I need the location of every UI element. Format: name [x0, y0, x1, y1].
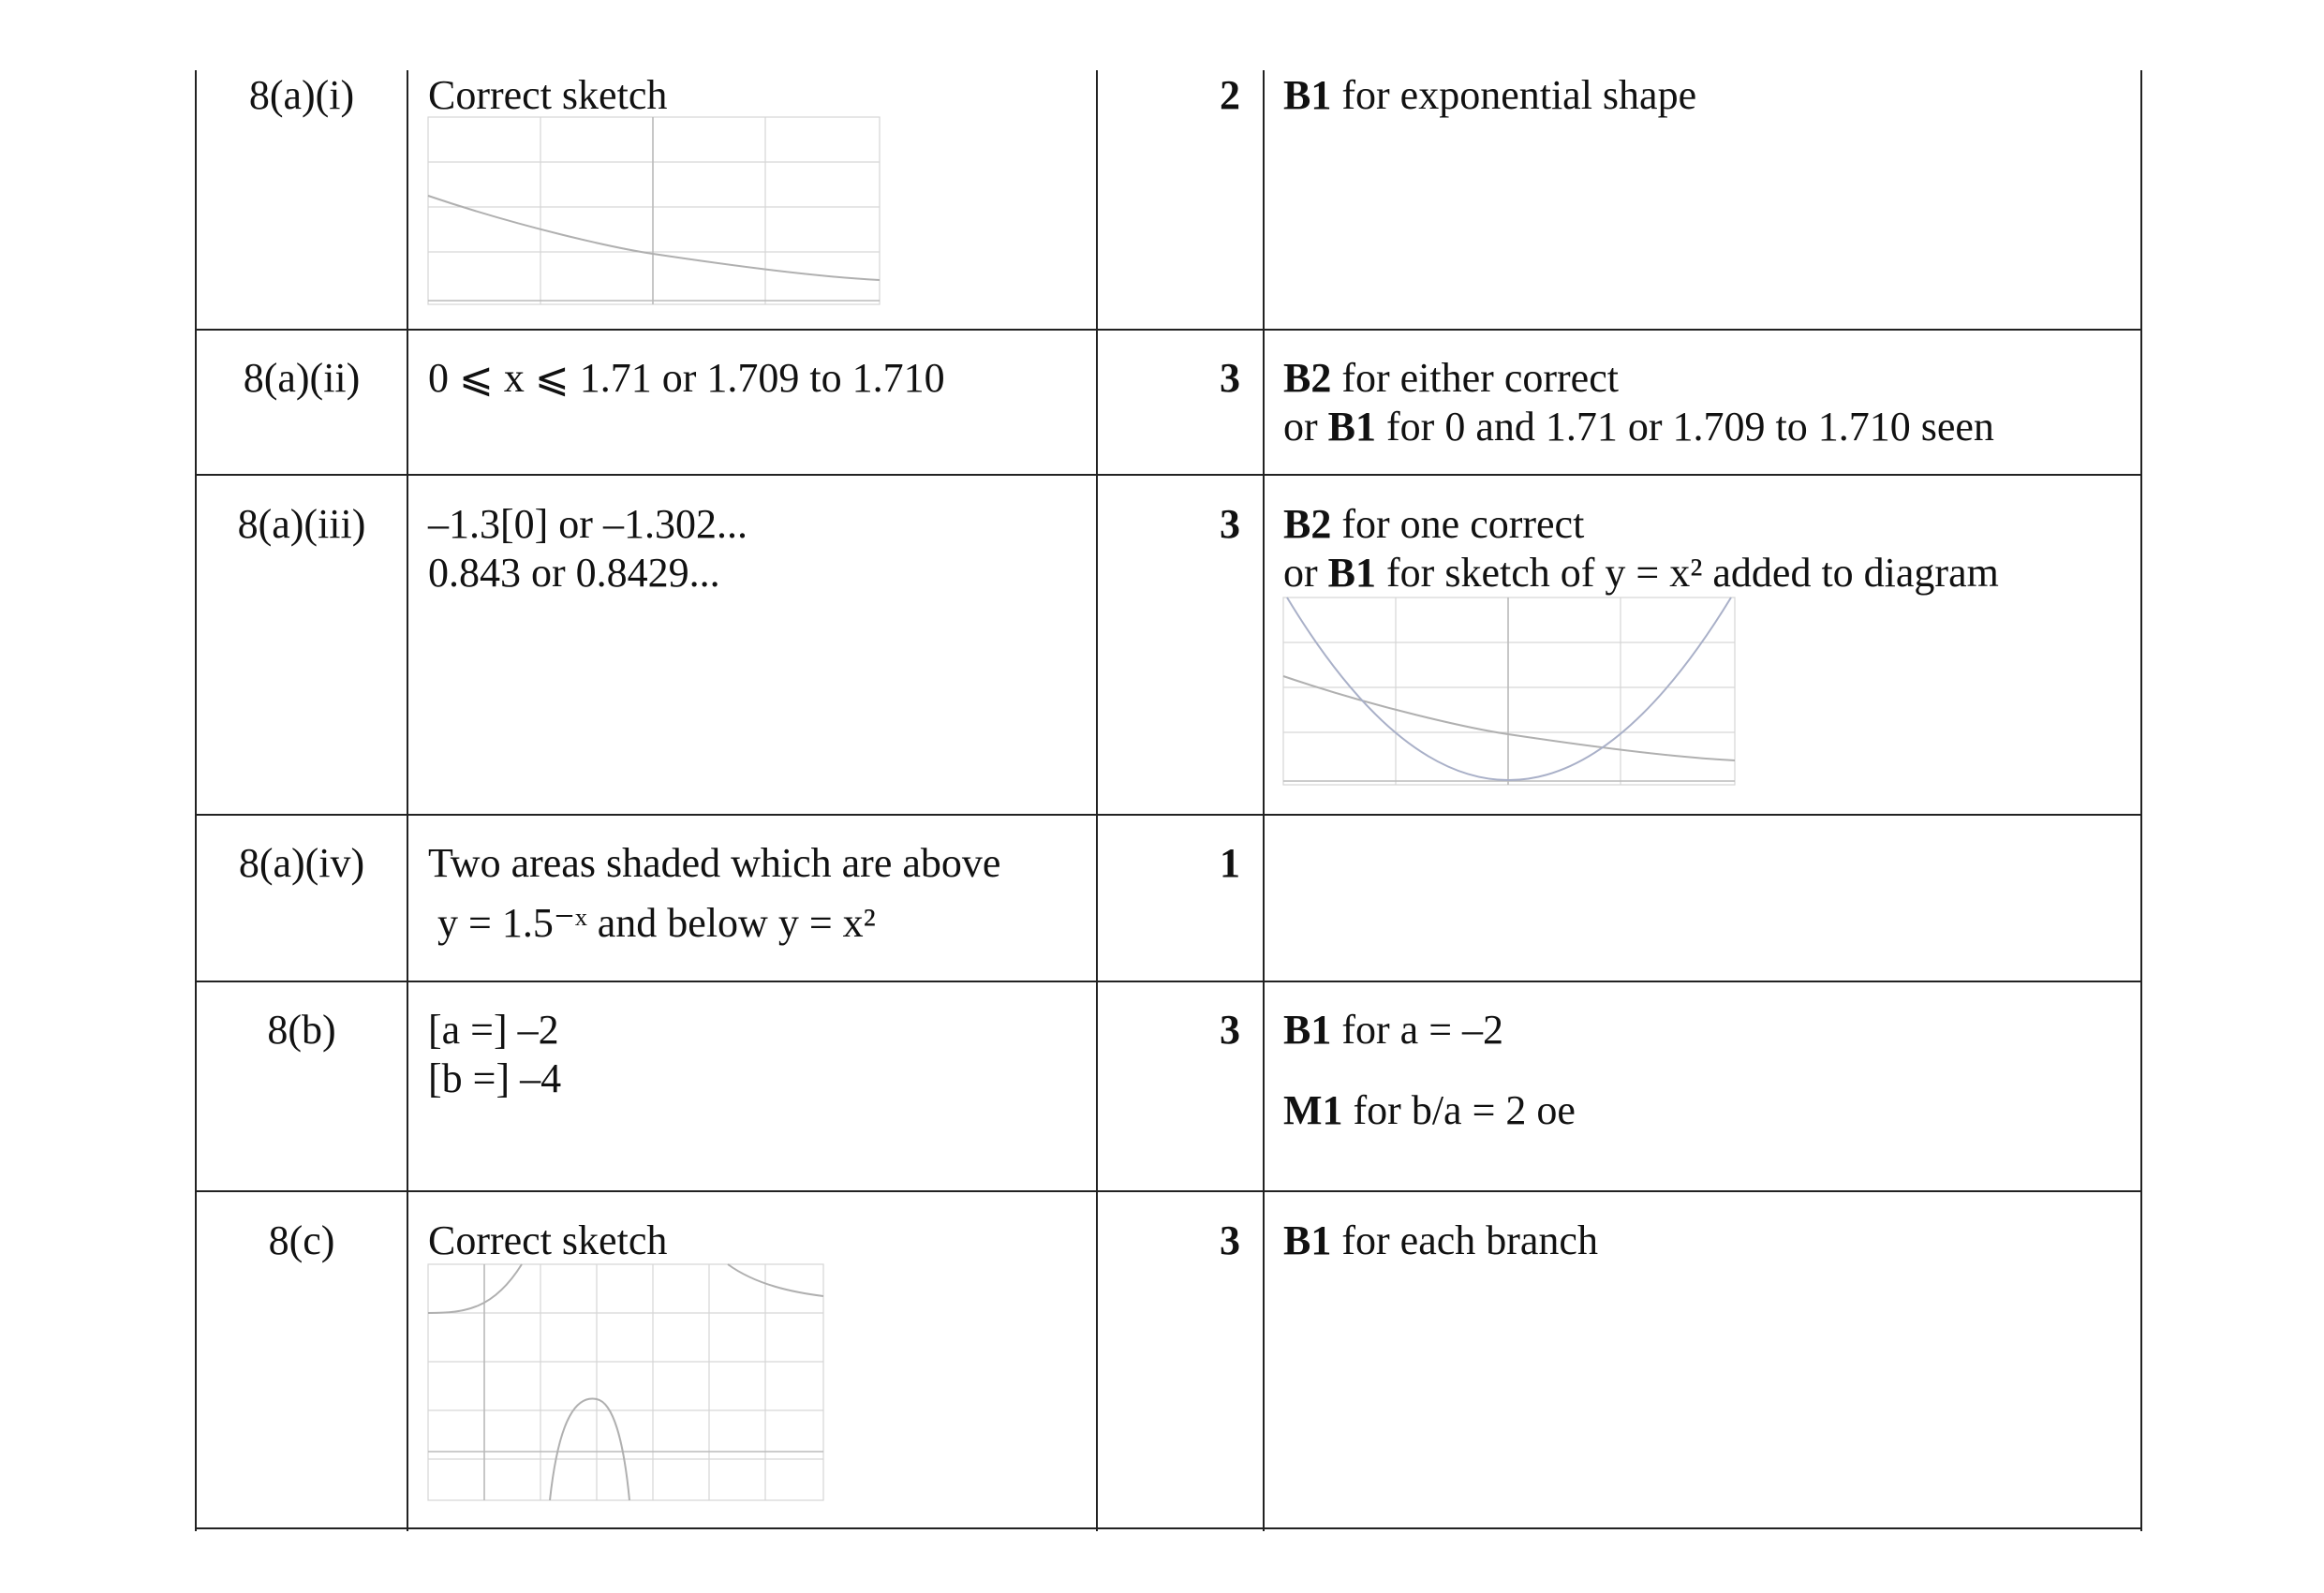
answer-line: [b =] –4	[428, 1055, 562, 1101]
guidance-detail: for 0 and 1.71 or 1.709 to 1.710 seen	[1376, 404, 1994, 450]
row-divider	[195, 1190, 2142, 1192]
answer-text: Correct sketch	[428, 72, 668, 118]
marks-value: 3	[1220, 501, 1240, 547]
mark-code: B2	[1283, 355, 1332, 401]
branch-top-right	[728, 1264, 823, 1296]
table-divider-answer	[407, 70, 408, 1531]
two-branch-sketch	[428, 1264, 823, 1500]
guidance-line	[1283, 500, 2136, 549]
marks-value: 3	[1220, 355, 1240, 401]
mark-code: B1	[1283, 1217, 1332, 1263]
question-number: 8(a)(i)	[248, 72, 355, 118]
guidance-detail: for b/a = 2 oe	[1342, 1087, 1576, 1133]
question-number: 8(c)	[268, 1217, 335, 1263]
guidance-detail: for a = –2	[1331, 1007, 1504, 1053]
parabola-curve	[1287, 597, 1731, 780]
mark-code: B1	[1283, 1007, 1332, 1053]
mark-code: B1	[1327, 550, 1377, 596]
row-divider	[195, 474, 2142, 476]
guidance-line	[1283, 354, 2136, 403]
branch-top-left	[428, 1264, 522, 1313]
mark-code: M1	[1283, 1087, 1343, 1133]
table-border-left	[195, 70, 197, 1531]
question-number: 8(b)	[267, 1007, 336, 1053]
mark-code: B1	[1283, 72, 1332, 118]
guidance-text	[1283, 500, 2136, 597]
marks-value: 2	[1220, 72, 1240, 118]
guidance-line	[1283, 403, 2136, 451]
branch-middle	[550, 1399, 629, 1500]
marks-value: 1	[1220, 840, 1240, 886]
guidance-detail: for exponential shape	[1331, 72, 1697, 118]
guidance-prefix: or	[1283, 404, 1328, 450]
question-number: 8(a)(iii)	[237, 501, 366, 547]
answer-text	[428, 500, 1084, 597]
guidance-text	[1283, 1006, 2136, 1135]
mark-code: B2	[1283, 501, 1332, 547]
exponential-and-parabola-sketch	[1283, 597, 1735, 785]
row-divider	[195, 814, 2142, 816]
answer-line: 0.843 or 0.8429...	[428, 550, 720, 596]
table-border-bottom	[195, 1527, 2142, 1529]
mark-code: B1	[1327, 404, 1377, 450]
guidance-line	[1283, 1006, 2136, 1055]
row-divider	[195, 981, 2142, 982]
question-number: 8(a)(iv)	[238, 840, 365, 886]
answer-line: [a =] –2	[428, 1007, 559, 1053]
guidance-detail: for one correct	[1331, 501, 1585, 547]
guidance-prefix: or	[1283, 550, 1328, 596]
question-number: 8(a)(ii)	[243, 355, 361, 401]
guidance-detail: for sketch of y = x² added to diagram	[1376, 550, 1999, 596]
guidance-text	[1283, 1217, 2136, 1265]
table-border-right	[2140, 70, 2142, 1531]
table-divider-guidance	[1263, 70, 1265, 1531]
answer-text	[428, 839, 1093, 948]
row-divider	[195, 329, 2142, 331]
answer-text: Correct sketch	[428, 1217, 668, 1263]
guidance-detail: for each branch	[1331, 1217, 1598, 1263]
answer-line: Two areas shaded which are above	[428, 840, 1001, 886]
answer-text	[428, 1006, 1084, 1103]
answer-line: y = 1.5⁻ˣ and below y = x²	[437, 900, 876, 946]
exponential-curve	[428, 196, 880, 280]
guidance-text	[1283, 71, 2126, 120]
guidance-line	[1283, 1086, 2136, 1135]
guidance-detail: for either correct	[1331, 355, 1619, 401]
marks-value: 3	[1220, 1007, 1240, 1053]
answer-text: 0 ⩽ x ⩽ 1.71 or 1.709 to 1.710	[428, 355, 945, 401]
guidance-text	[1283, 354, 2136, 451]
guidance-line	[1283, 549, 2136, 597]
exponential-sketch	[428, 117, 880, 304]
answer-line: –1.3[0] or –1.302...	[428, 501, 748, 547]
table-divider-marks	[1096, 70, 1098, 1531]
marks-value: 3	[1220, 1217, 1240, 1263]
